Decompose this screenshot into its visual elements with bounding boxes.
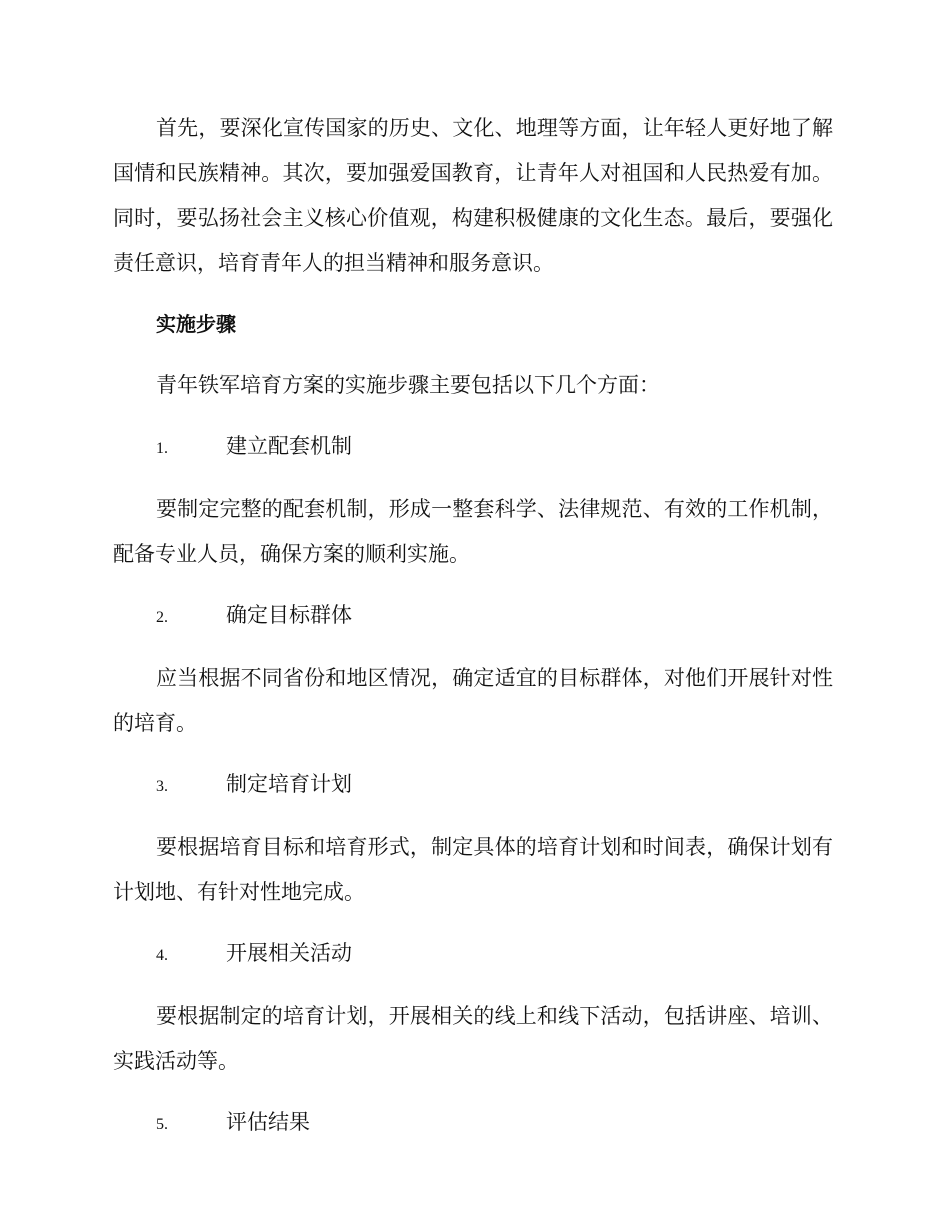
spacer [113,978,833,994]
section-intro: 青年铁军培育方案的实施步骤主要包括以下几个方面： [156,373,660,397]
step-title: 制定培育计划 [226,772,352,796]
step-number: 5. [156,1116,168,1133]
step-heading-5 [113,1100,833,1147]
spacer [113,286,833,302]
step-number: 4. [156,947,168,964]
section-heading: 实施步骤 [156,312,236,336]
step-body-4: 要根据制定的培育计划，开展相关的线上和线下活动，包括讲座、培训、实践活动等。 [113,1004,833,1073]
step-heading-3 [113,762,833,809]
step-number: 2. [156,609,168,626]
step-heading-2 [113,593,833,640]
step-heading-4 [113,931,833,978]
spacer [113,915,833,931]
step-body-1: 要制定完整的配套机制，形成一整套科学、法律规范、有效的工作机制，配备专业人员，确保方案的顺利实施。 [113,497,833,566]
spacer [113,640,833,656]
spacer [113,1084,833,1100]
step-number: 1. [156,440,168,457]
step-heading-1 [113,424,833,471]
spacer [113,347,833,363]
step-body-2: 应当根据不同省份和地区情况，确定适宜的目标群体，对他们开展针对性的培育。 [113,666,833,735]
spacer [113,809,833,825]
step-body-3: 要根据培育目标和培育形式，制定具体的培育计划和时间表，确保计划有计划地、有针对性地完成。 [113,835,833,904]
step-title: 开展相关活动 [226,941,352,965]
spacer [113,746,833,762]
step-title: 建立配套机制 [226,434,352,458]
intro-paragraph: 首先，要深化宣传国家的历史、文化、地理等方面，让年轻人更好地了解国情和民族精神。其次，要加强爱国教育，让青年人对祖国和人民热爱有加。同时，要弘扬社会主义核心价值观，构建积极健康的文化生态。最后，要强化责任意识，培育青年人的担当精神和服务意识。 [113,116,833,275]
step-title: 评估结果 [226,1110,310,1134]
step-number: 3. [156,778,168,795]
spacer [113,408,833,424]
document-page [113,106,833,1147]
spacer [113,577,833,593]
step-title: 确定目标群体 [226,603,352,627]
spacer [113,471,833,487]
